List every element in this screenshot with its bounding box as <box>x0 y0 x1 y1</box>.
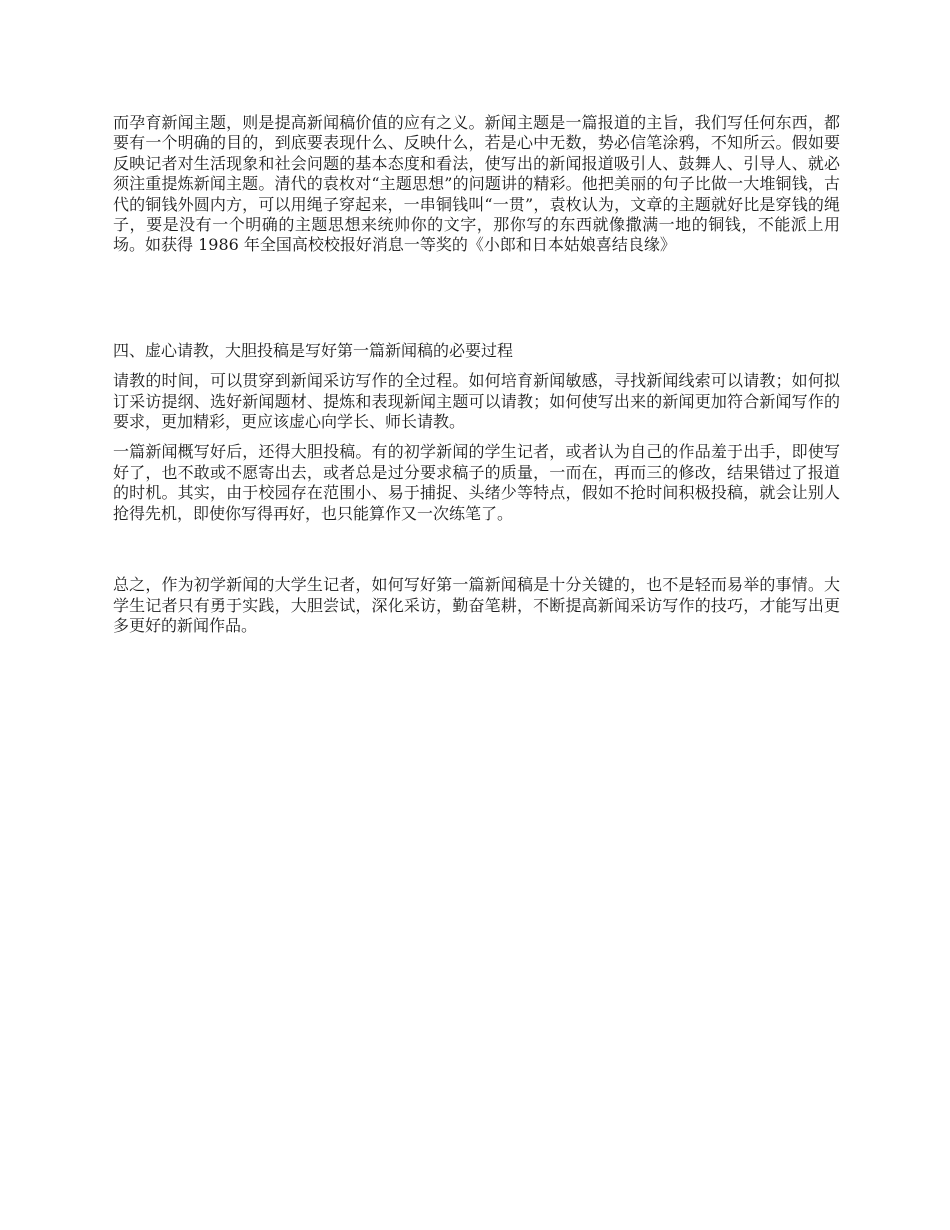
paragraph-conclusion: 总之，作为初学新闻的大学生记者，如何写好第一篇新闻稿是十分关键的，也不是轻而易举的事情。大学生记者只有勇于实践，大胆尝试，深化采访，勤奋笔耕，不断提高新闻采访写作的技巧，才能写出更多更好的新闻作品。 <box>113 575 840 635</box>
paragraph-consult: 请教的时间，可以贯穿到新闻采访写作的全过程。如何培育新闻敏感，寻找新闻线索可以请教；如何拟订采访提纲、选好新闻题材、提炼和表现新闻主题可以请教；如何使写出来的新闻更加符合新闻写作的要求，更加精彩，更应该虚心向学长、师长请教。 <box>113 371 840 432</box>
document-page <box>113 113 840 636</box>
paragraph-news-theme: 而孕育新闻主题，则是提高新闻稿价值的应有之义。新闻主题是一篇报道的主旨，我们写任何东西，都要有一个明确的目的，到底要表现什么、反映什么，若是心中无数，势必信笔涂鸦，不知所云。假如要反映记者对生活现象和社会问题的基本态度和看法，使写出的新闻报道吸引人、鼓舞人、引导人、就必须注重提炼新闻主题。清代的袁枚对“主题思想”的问题讲的精彩。他把美丽的句子比做一大堆铜钱，古代的铜钱外圆内方，可以用绳子穿起来，一串铜钱叫“一贯”，袁枚认为，文章的主题就好比是穿钱的绳子，要是没有一个明确的主题思想来统帅你的文字，那你写的东西就像撒满一地的铜钱，不能派上用场。如获得 1986 年全国高校校报好消息一等奖的《小郎和日本姑娘喜结良缘》 <box>113 113 840 255</box>
paragraph-submit: 一篇新闻概写好后，还得大胆投稿。有的初学新闻的学生记者，或者认为自己的作品羞于出手，即使写好了，也不敢或不愿寄出去，或者总是过分要求稿子的质量，一而在，再而三的修改，结果错过了报道的时机。其实，由于校园存在范围小、易于捕捉、头绪少等特点，假如不抢时间积极投稿，就会让别人抢得先机，即使你写得再好，也只能算作又一次练笔了。 <box>113 442 840 523</box>
section-heading-four: 四、虚心请教，大胆投稿是写好第一篇新闻稿的必要过程 <box>113 340 514 360</box>
